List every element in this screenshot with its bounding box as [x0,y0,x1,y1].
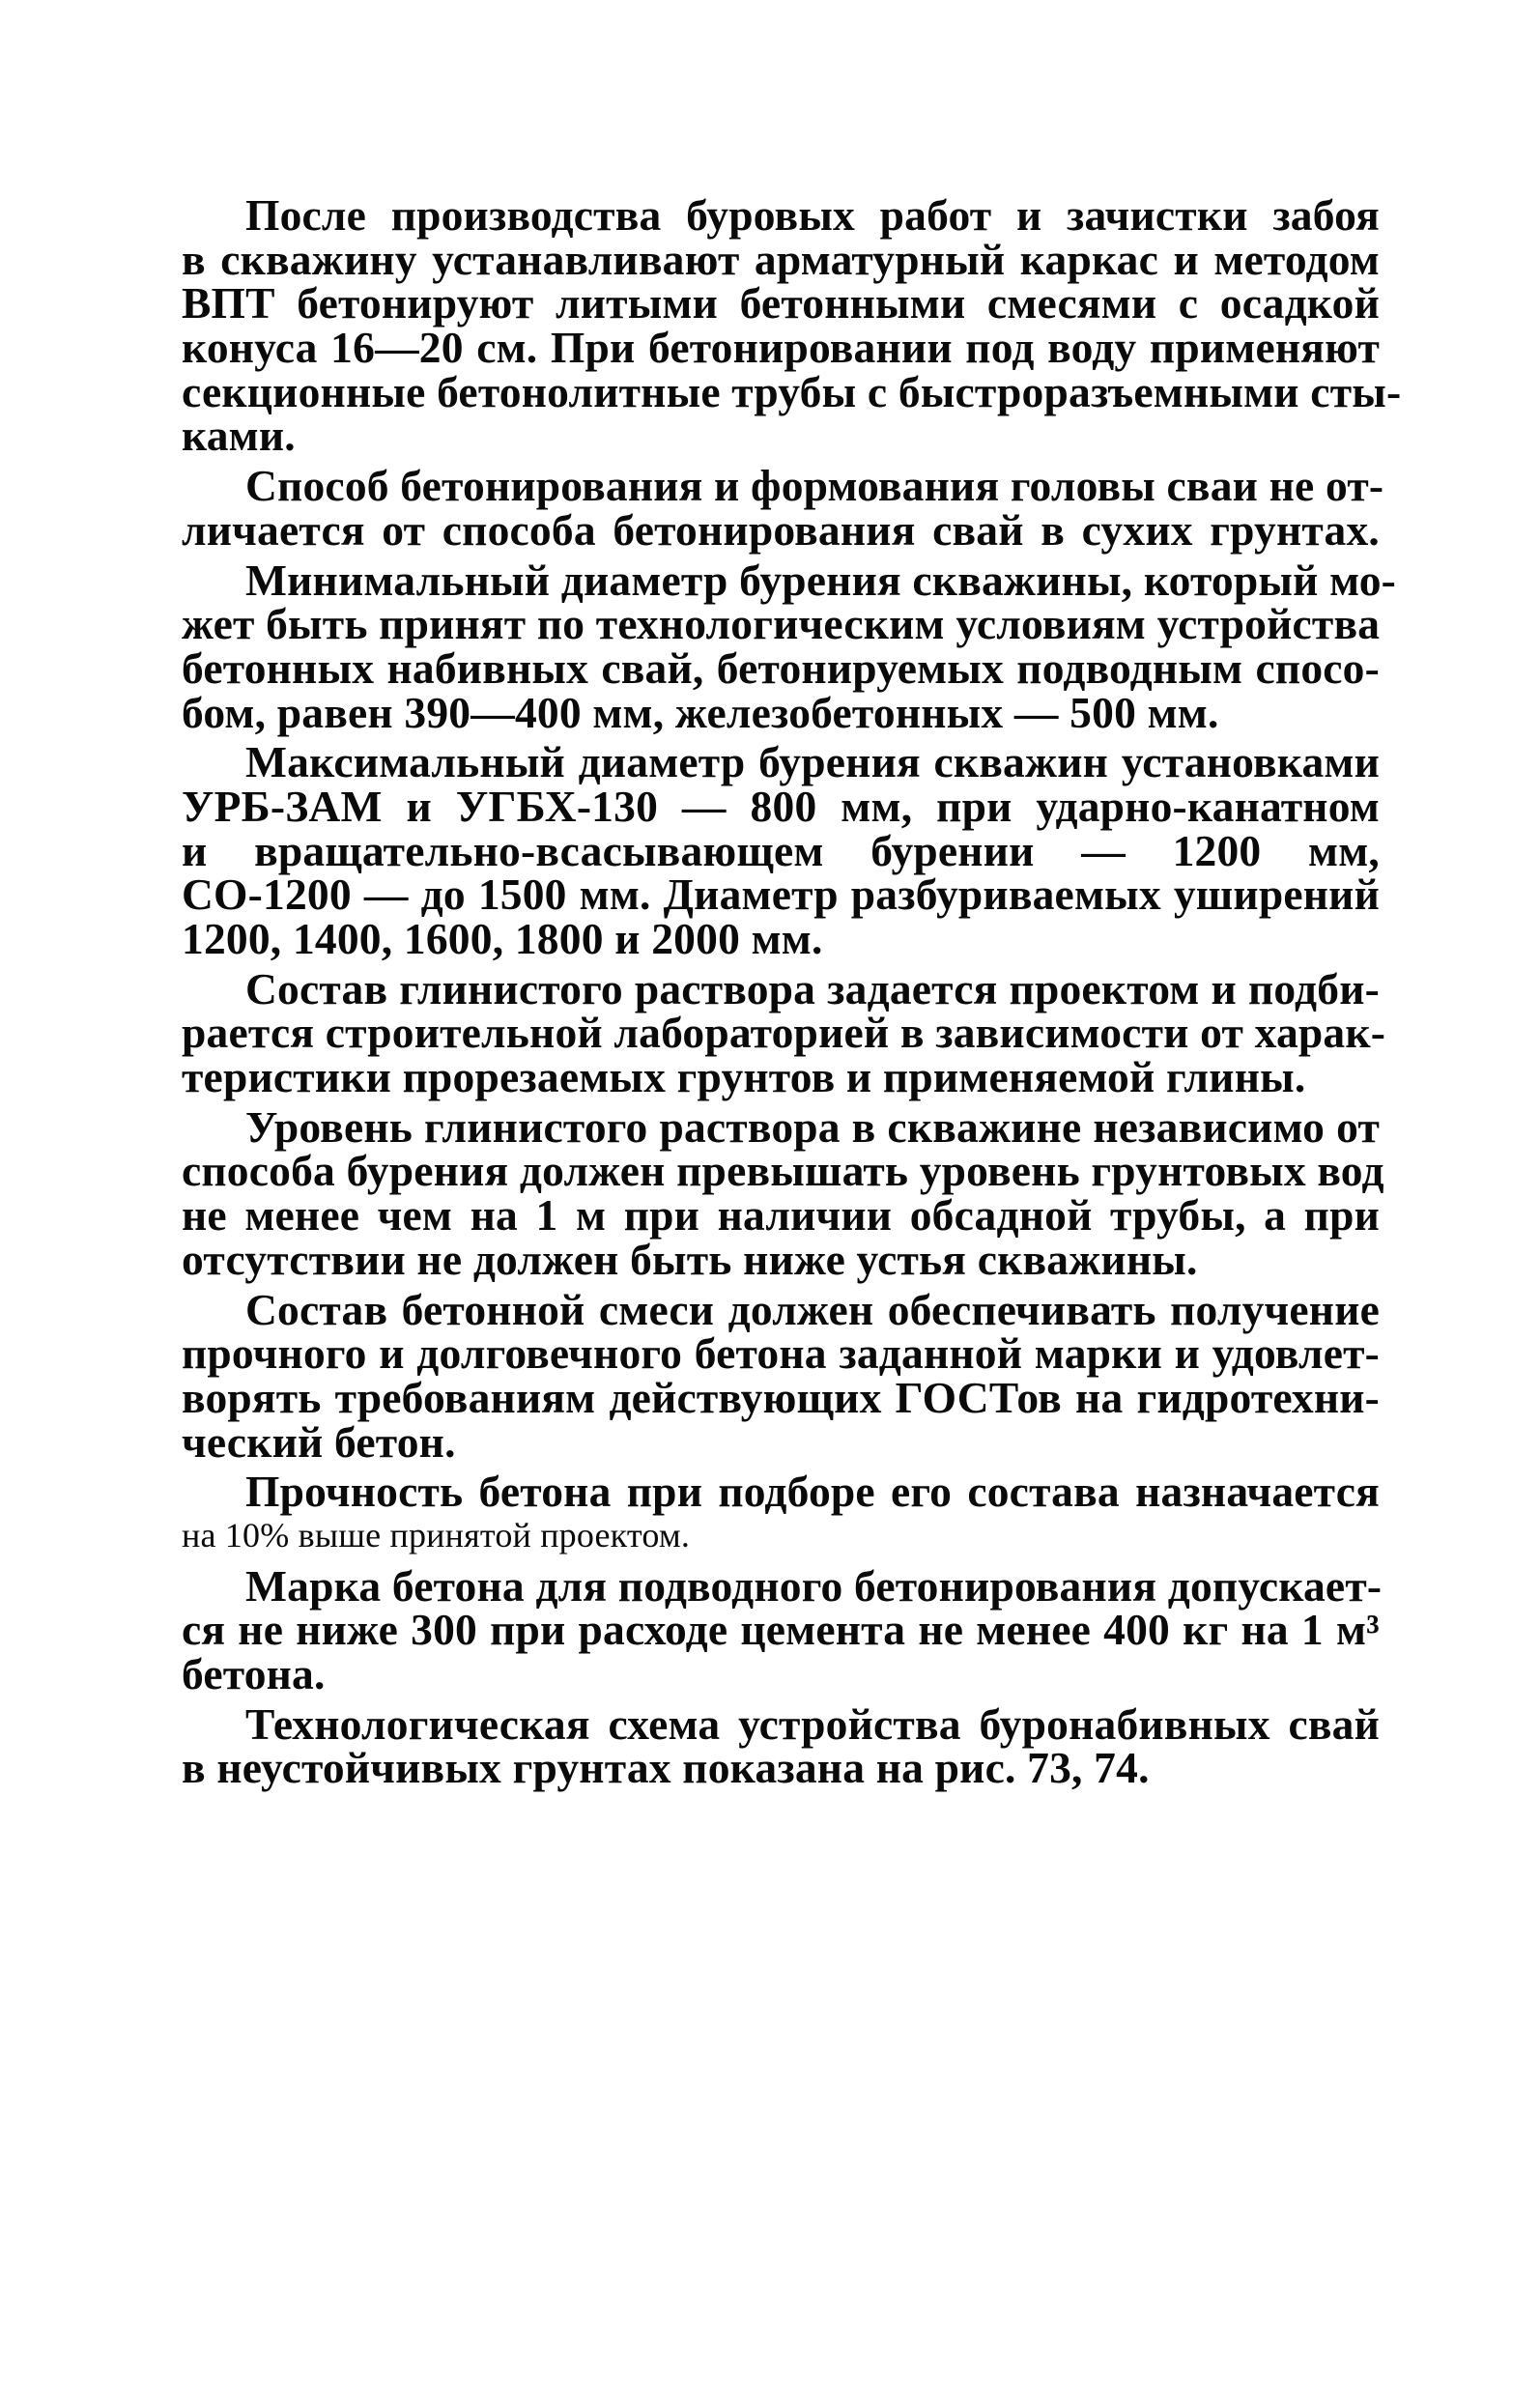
document-page [182,190,1402,1793]
text-line: Уровень глинистого раствора в скважине независимо от [245,1101,1380,1152]
paragraph-4 [182,737,1380,963]
text-line: Состав глинистого раствора задается проектом и подби- [245,963,1380,1013]
text-line: ками. [182,411,296,461]
text-line: УРБ-ЗАМ и УГБХ-130 — 800 мм, при ударно-канатном [182,781,1380,831]
text-line: рается строительной лабораторией в зависимости от харак- [182,1008,1386,1058]
text-line: Прочность бетона при подборе его состава назначается [245,1467,1380,1517]
text-line: бетонных набивных свай, бетонируемых подводным спосо- [182,642,1380,693]
paragraph-6 [182,1101,1384,1284]
text-line: Минимальный диаметр бурения скважины, который мо- [245,555,1397,605]
text-line: и вращательно-всасывающем бурении — 1200 мм, [182,825,1380,875]
text-line: бетона. [182,1649,326,1698]
text-line: конуса 16—20 см. При бетонировании под воду применяют [182,323,1380,373]
text-line: личается от способа бетонирования свай в сухих грунтах. [182,504,1380,555]
paragraph-1 [182,190,1402,461]
text-line: секционные бетонолитные трубы с быстроразъемными сты- [182,366,1402,416]
paragraph-5 [182,963,1386,1102]
paragraph-10 [182,1698,1380,1793]
paragraph-2 [182,461,1384,555]
text-line: После производства буровых работ и зачистки забоя [245,190,1380,240]
text-line: теристики прорезаемых грунтов и применяемой глины. [182,1052,1306,1102]
text-line: ворять требованиям действующих ГОСТов на гидротехни- [182,1372,1380,1422]
paragraph-7 [182,1284,1380,1467]
text-line: 1200, 1400, 1600, 1800 и 2000 мм. [182,914,823,963]
text-line: СО-1200 — до 1500 мм. Диаметр разбуриваемых уширений [182,870,1380,920]
text-line: бом, равен 390—400 мм, железобетонных — 500 мм. [182,687,1219,737]
text-line: в неустойчивых грунтах показана на рис. 73, 74. [182,1743,1150,1793]
text-line: Максимальный диаметр бурения скважин установками [245,737,1380,787]
text-line: в скважину устанавливают арматурный каркас и методом [182,234,1380,284]
text-line: ся не ниже 300 при расходе цемента не менее 400 кг на 1 м³ [182,1605,1380,1655]
text-line: Состав бетонной смеси должен обеспечивать получение [245,1284,1380,1334]
text-line: способа бурения должен превышать уровень грунтовых вод [182,1146,1384,1196]
text-line: на 10% выше принятой проектом. [182,1515,691,1555]
text-line: Способ бетонирования и формования головы сваи не от- [245,461,1384,511]
text-line: ческий бетон. [182,1416,456,1467]
paragraph-9 [182,1560,1383,1698]
text-line: отсутствии не должен быть ниже устья скважины. [182,1234,1198,1284]
paragraph-3 [182,555,1397,737]
text-line: ВПТ бетонируют литыми бетонными смесями с осадкой [182,278,1380,328]
text-line: Технологическая схема устройства буронабивных свай [245,1698,1380,1749]
text-line: Марка бетона для подводного бетонирования допускает- [245,1560,1383,1611]
text-line: жет быть принят по технологическим условиям устройства [182,599,1381,649]
text-line: не менее чем на 1 м при наличии обсадной трубы, а при [182,1190,1380,1241]
text-line: прочного и долговечного бетона заданной марки и удовлет- [182,1328,1380,1379]
paragraph-8 [182,1469,1380,1557]
